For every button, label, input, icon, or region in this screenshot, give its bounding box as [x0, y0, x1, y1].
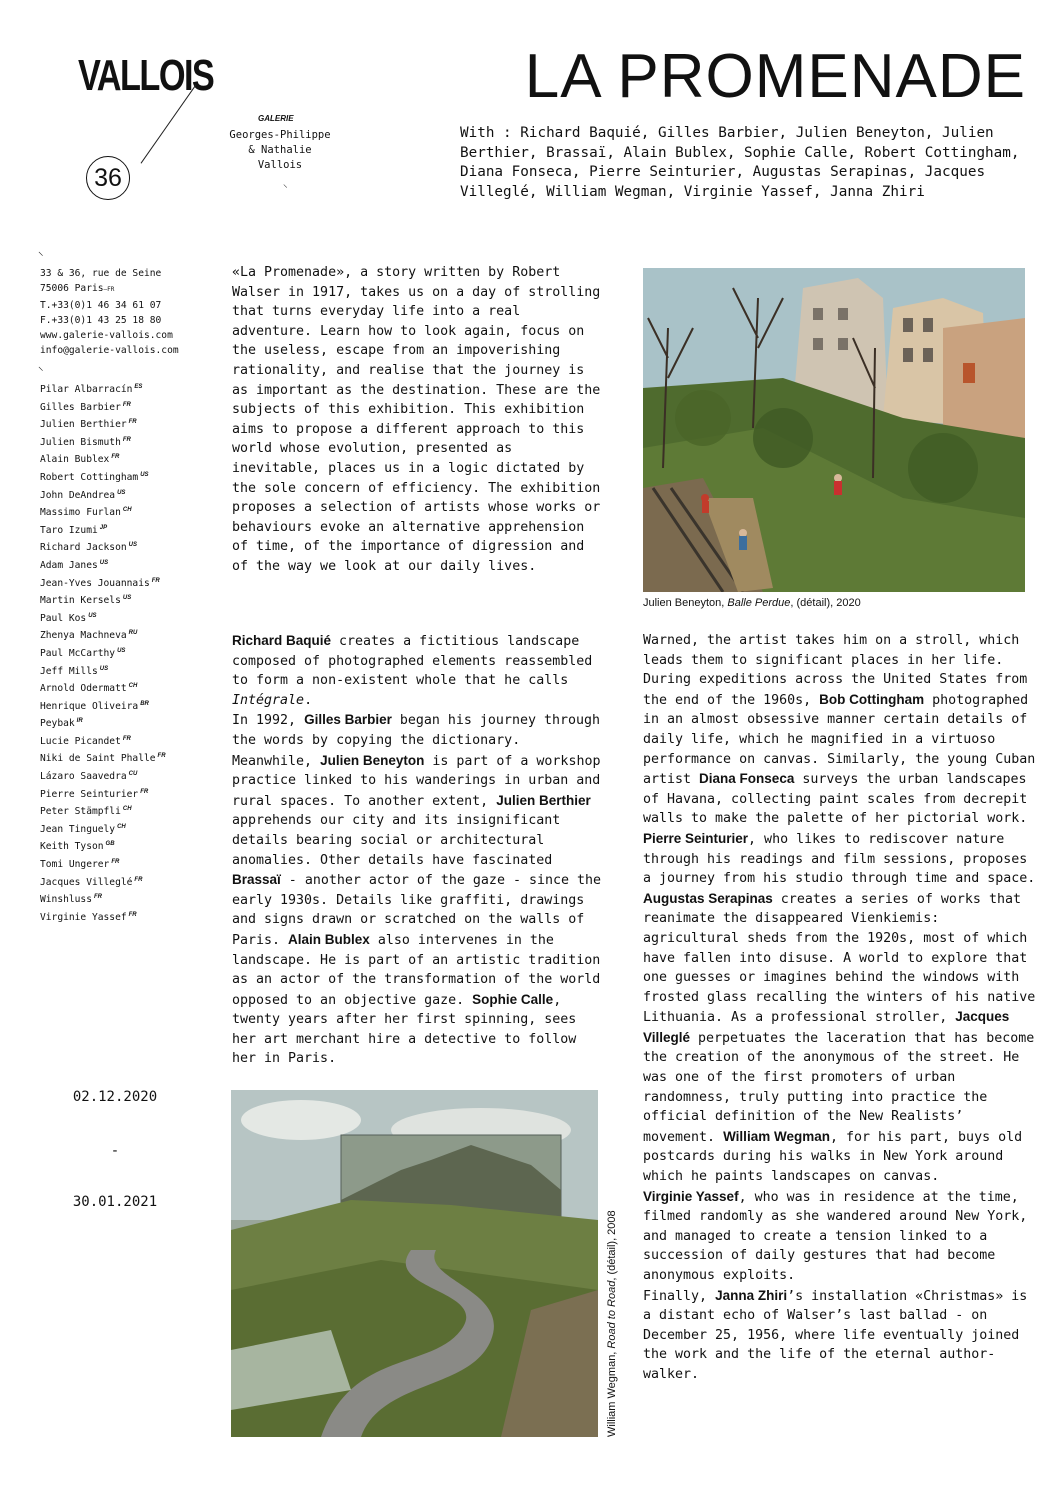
tick-mark: ⸜	[38, 360, 44, 373]
paragraph: Virginie Yassef, who was in residence at the time, filmed randomly as she wandered around New York, and managed to create a tension linked to a succession of daily gestures that had become anonymous exploits.	[643, 1188, 1028, 1283]
artist-list-item: Tomi Ungerer $^{FR}$	[40, 859, 120, 871]
gallery-artists-list	[40, 380, 166, 925]
artist-list-item: Keith Tyson $^{GB}$	[40, 841, 115, 853]
artist-name: Janna Zhiri	[715, 1287, 788, 1303]
artist-list-item: Paul Kos $^{US}$	[40, 612, 97, 624]
paragraph: Warned, the artist takes him on a stroll, which leads them to significant places in her life.	[643, 633, 1020, 668]
artwork-image-balle-perdue	[643, 268, 1025, 592]
artist-name: Richard Baquié	[232, 633, 332, 648]
gallery-owners	[220, 128, 340, 173]
website-link[interactable]: www.galerie-vallois.com	[40, 330, 173, 342]
caption-balle-perdue: Julien Beneyton, Balle Perdue, (détail), 2020	[643, 597, 861, 609]
artist-list-item: Lucie Picandet $^{FR}$	[40, 735, 131, 748]
owner-line: Georges-Philippe	[229, 129, 331, 141]
artist-name: Virginie Yassef	[643, 1188, 739, 1204]
artist-list-item: Jean-Yves Jouannais $^{FR}$	[40, 577, 160, 589]
contact-block	[40, 266, 179, 359]
artist-list-item: Lázaro Saavedra $^{CU}$	[40, 771, 138, 783]
artist-list-item: Taro Izumi $^{JP}$	[40, 524, 108, 536]
fax: F.+33(0)1 43 25 18 80	[40, 314, 162, 326]
artist-list-item: Pierre Seinturier $^{FR}$	[40, 788, 149, 800]
body-column-2	[232, 631, 604, 1069]
artist-name: Jacques Villeglé	[643, 1009, 1010, 1045]
artist-list-item: Niki de Saint Phalle $^{FR}$	[40, 753, 166, 765]
artist-list-item: Martin Kersels $^{US}$	[40, 595, 132, 607]
artist-list-item: Paul McCarthy $^{US}$	[40, 647, 126, 660]
artist-name: Pierre Seinturier	[643, 830, 749, 846]
gallery-number-badge: 36	[86, 156, 130, 200]
artist-name: Diana Fonseca	[699, 771, 795, 787]
artist-list-item: Julien Bismuth $^{FR}$	[40, 436, 131, 448]
city: 75006 Paris—FR	[40, 283, 115, 295]
artist-name: Julien Berthier	[496, 792, 591, 808]
artist-name: William Wegman	[723, 1128, 830, 1144]
paragraph: During expeditions across the United States from the end of the 1960s, Bob Cottingham photographed in an almost obsessive manner certain details of daily life, which he magnified in a virtuoso performance on canvas. Similarly, the young Cuban artist Diana Fonseca surveys the urban landscapes of Havana, collecting paint scales from decrepit walls to make the palette of her pictorial work. Pierre Seinturier, who likes to rediscover nature through his readings and film sessions, proposes a journey from his studio through time and space. Augustas Serapinas creates a series of works that reanimate the disappeared Vienkiemis: agricultural sheds from the 1920s, most of which have fallen into disuse. A world to explore that one guesses or imagines behind the windows with frosted glass recalling the winters of his native Lithuania. As a professional stroller, Jacques Villeglé perpetuates the laceration that has become the creation of the anonymous of the street. He was one of the first promoters of urban randomness, truly putting into practice the official definition of the New Realists’ movement. William Wegman, for his part, buys old postcards during his walks in New York around which he paints landscapes on canvas.	[643, 672, 1036, 1185]
date-separator: -	[110, 1143, 120, 1159]
paragraph: Richard Baquié creates a fictitious landscape composed of photographed elements reassembled to form a non-existent whole that he calls Intégrale.	[232, 633, 593, 708]
artist-list-item: Virginie Yassef $^{FR}$	[40, 911, 137, 923]
exhibition-title: LA PROMENADE	[524, 42, 1026, 111]
artist-name: Julien Beneyton	[320, 752, 425, 768]
artist-list-item: Julien Berthier $^{FR}$	[40, 419, 137, 431]
artist-list-item: Peter Stämpfli $^{CH}$	[40, 806, 132, 818]
artists-with-list: With : Richard Baquié, Gilles Barbier, Julien Beneyton, Julien Berthier, Brassaï, Alain Bublex, Sophie Calle, Robert Cottingham, Diana Fonseca, Pierre Seinturier, Augustas Serapinas, Jacques Villeglé, William Wegman, Virginie Yassef, Janna Zhiri	[460, 125, 1020, 200]
artist-list-item: Winshluss $^{FR}$	[40, 894, 102, 906]
address: 33 & 36, rue de Seine	[40, 268, 162, 279]
gallery-logo: VALLOIS	[78, 51, 214, 100]
artist-list-item: Henrique Oliveira $^{BR}$	[40, 700, 149, 712]
artist-name: Brassaï	[232, 872, 281, 888]
galerie-label: GALERIE	[258, 114, 294, 123]
artist-list-item: Alain Bublex $^{FR}$	[40, 454, 120, 466]
artist-list-item: Jean Tinguely $^{CH}$	[40, 823, 126, 836]
artist-list-item: Jeff Mills $^{US}$	[40, 665, 109, 677]
date-end: 30.01.2021	[72, 1194, 158, 1210]
artist-list-item: Gilles Barbier $^{FR}$	[40, 401, 131, 413]
date-start: 02.12.2020	[72, 1089, 158, 1105]
intro-paragraph: «La Promenade», a story written by Robert Walser in 1917, takes us on a day of strolling that turns everyday life into a real adventure. Learn how to look again, focus on the useless, escape from an impoverishing rationality, and realise that the journey is as important as the destination. These are the subjects of this exhibition. This exhibition aims to propose a different approach to this world whose evolution, presented as inevitable, places us in a logic dictated by the sole concern of efficiency. The exhibition proposes a selection of artists whose works or behaviours evoke an alternative apprehension of time, of the importance of digression and of the way we look at our daily lives.	[232, 265, 601, 574]
artist-list-item: Massimo Furlan $^{CH}$	[40, 507, 132, 519]
artist-list-item: Jacques Villeglé $^{FR}$	[40, 876, 143, 888]
tick-mark: ⸜	[38, 245, 44, 258]
artist-name: Augustas Serapinas	[643, 890, 773, 906]
artist-name: Gilles Barbier	[304, 712, 392, 728]
caption-road-to-road: William Wegman, Road to Road, (détail), 2008	[606, 1210, 618, 1437]
artist-list-item: Zhenya Machneva $^{RU}$	[40, 630, 138, 642]
phone[interactable]: T.+33(0)1 46 34 61 07	[40, 299, 162, 311]
paragraph: In 1992, Gilles Barbier began his journey through the words by copying the dictionary. Meanwhile, Julien Beneyton is part of a workshop practice linked to his wanderings in urban and rural spaces. To another extent, Julien Berthier apprehends our city and its insignificant details bearing social or architectural anomalies. Other details have fascinated Brassaï - another actor of the gaze - since the early 1930s. Details like graffiti, drawings and signs drawn or scratched on the walls of Paris. Alain Bublex also intervenes in the landscape. He is part of an artistic tradition as an actor of the transformation of the world opposed to an objective gaze. Sophie Calle, twenty years after her first spinning, sees her art merchant hire a detective to follow her in Paris.	[232, 712, 602, 1067]
artist-name: Alain Bublex	[288, 931, 370, 947]
artist-list-item: Arnold Odermatt $^{CH}$	[40, 683, 138, 695]
artist-list-item: Adam Janes $^{US}$	[40, 559, 109, 572]
tick-mark: ⸜	[283, 180, 288, 190]
artist-name: Sophie Calle	[472, 991, 554, 1007]
owner-line: Vallois	[257, 159, 303, 171]
artist-list-item: Robert Cottingham $^{US}$	[40, 471, 149, 484]
owner-line: & Nathalie	[248, 144, 312, 156]
body-column-3	[643, 631, 1038, 1385]
artist-name: Bob Cottingham	[819, 691, 925, 707]
artwork-image-road-to-road	[231, 1090, 598, 1437]
artist-list-item: Pilar Albarracín $^{ES}$	[40, 384, 143, 396]
artist-list-item: Peybak $^{IR}$	[40, 718, 83, 730]
artist-list-item: Richard Jackson $^{US}$	[40, 542, 137, 554]
email-link[interactable]: info@galerie-vallois.com	[40, 345, 179, 357]
paragraph: Finally, Janna Zhiri’s installation «Christmas» is a distant echo of Walser’s last ballad - on December 25, 1956, where life eventually joined the work and the life of the eternal author-walker.	[643, 1287, 1028, 1382]
artist-list-item: John DeAndrea $^{US}$	[40, 489, 126, 501]
